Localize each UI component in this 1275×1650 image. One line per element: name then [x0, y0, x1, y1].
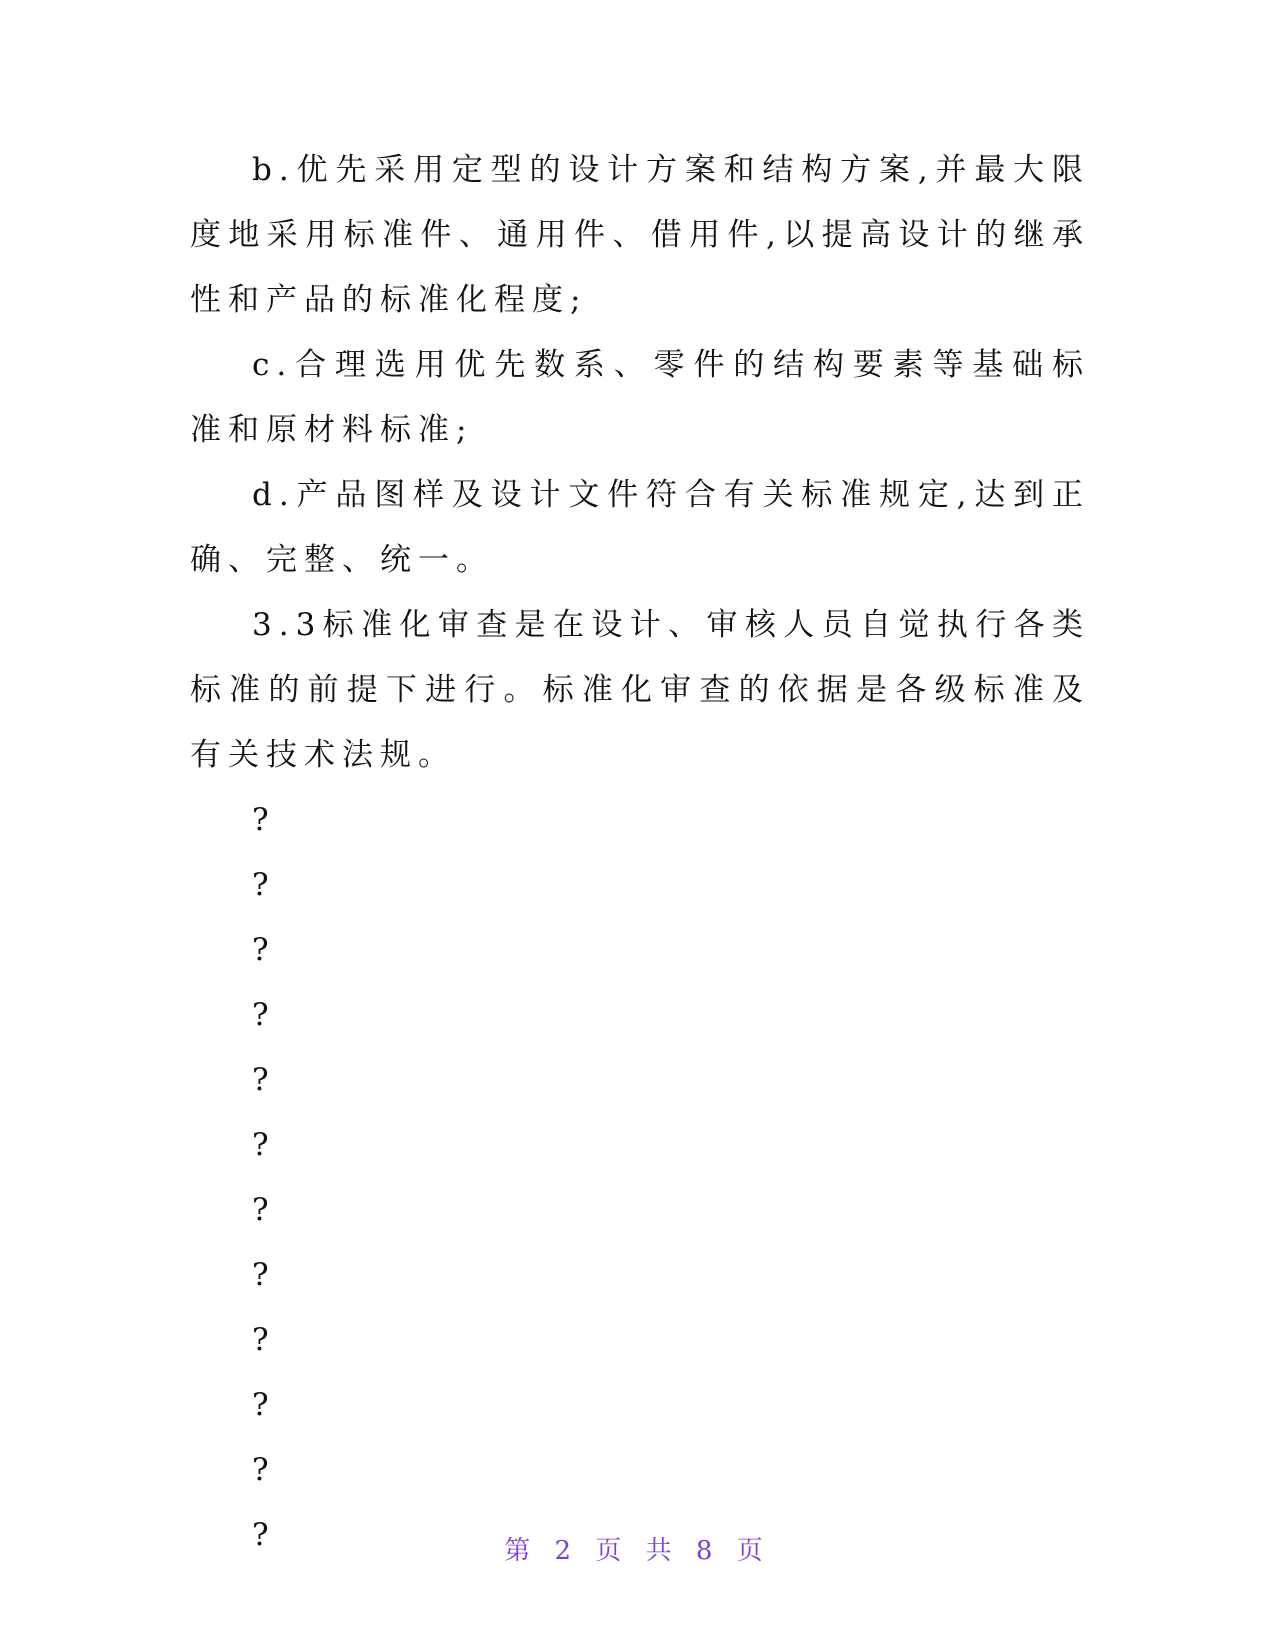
paragraph-b: b.优先采用定型的设计方案和结构方案,并最大限度地采用标准件、通用件、借用件,以提高设计的继承性和产品的标准化程度; — [190, 152, 1090, 318]
placeholder-mark: ? — [252, 1192, 269, 1228]
placeholder-marks-list — [190, 788, 1090, 1568]
placeholder-mark: ? — [252, 1062, 269, 1098]
page-footer — [0, 1530, 1275, 1567]
paragraph-3-3: 3.3标准化审查是在设计、审核人员自觉执行各类标准的前提下进行。标准化审查的依据是各级标准及有关技术法规。 — [190, 607, 1090, 773]
placeholder-mark: ? — [252, 1322, 269, 1358]
placeholder-mark: ? — [252, 932, 269, 968]
placeholder-mark: ? — [252, 1257, 269, 1293]
placeholder-mark: ? — [252, 802, 269, 838]
placeholder-mark: ? — [252, 997, 269, 1033]
page-number: 第 2 页 共 8 页 — [504, 1536, 771, 1566]
placeholder-mark: ? — [252, 1452, 269, 1488]
paragraph-c: c.合理选用优先数系、零件的结构要素等基础标准和原材料标准; — [190, 347, 1090, 448]
placeholder-mark: ? — [252, 867, 269, 903]
placeholder-mark: ? — [252, 1517, 269, 1553]
paragraph-d: d.产品图样及设计文件符合有关标准规定,达到正确、完整、统一。 — [190, 477, 1090, 578]
document-body — [190, 138, 1090, 1568]
placeholder-mark: ? — [252, 1127, 269, 1163]
placeholder-mark: ? — [252, 1387, 269, 1423]
